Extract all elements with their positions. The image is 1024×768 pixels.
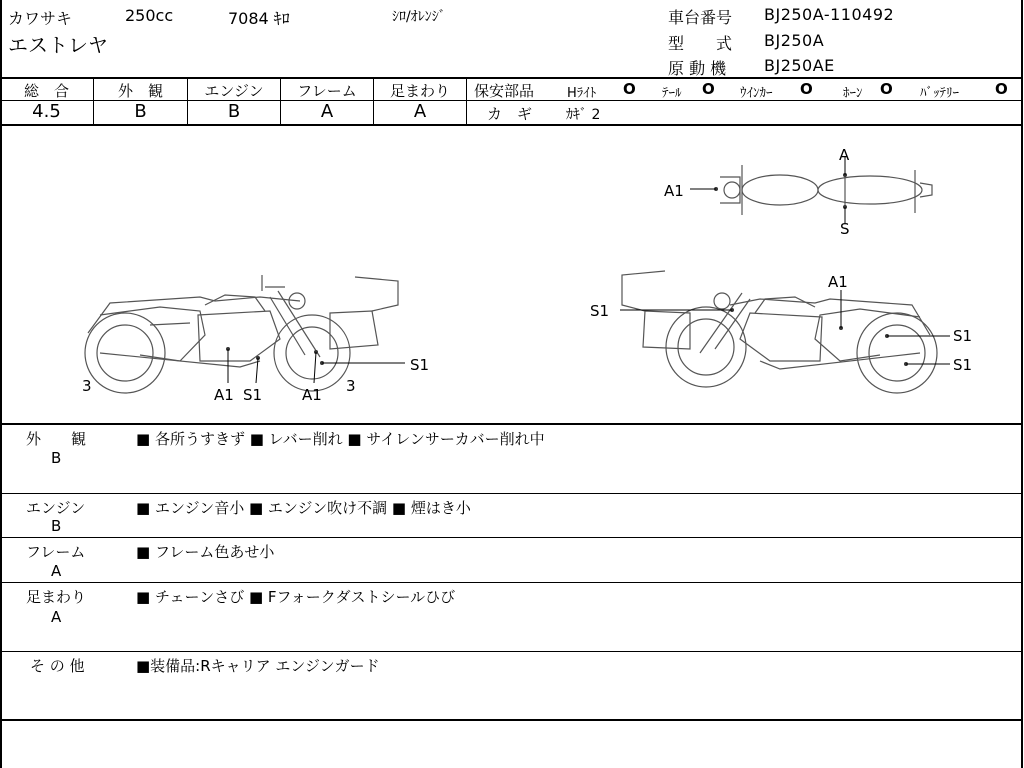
top-label-s: S [840,220,850,238]
diagram-labels [82,146,972,404]
left-label-s1a: S1 [243,386,263,404]
top-label-a1: A1 [664,182,684,200]
bike-right-side-drawing [622,271,937,393]
remark-exterior-text: ■ 各所うすきず ■ レバー削れ ■ サイレンサーカバー削れ中 [136,430,545,448]
engine-grade-label: エンジン [204,82,264,100]
frame-grade-value: A [320,101,334,122]
top-label-a: A [839,146,850,164]
safety-item-tail-status: O [702,80,715,98]
left-label-a1a: A1 [214,386,234,404]
engine-label: 原 動 機 [668,59,727,78]
bike-top-view-drawing [720,165,932,215]
line-remark-1 [0,493,1023,494]
remark-exterior-label: 外 観 [26,430,87,448]
grades-divider-5 [466,78,467,124]
remark-other-text: ■装備品:Rキャリア エンジンガード [136,657,380,675]
model-name: エストレヤ [8,33,108,57]
maker: カワサキ [8,9,73,28]
suspension-grade-label: 足まわり [389,82,450,100]
right-label-a1: A1 [828,273,848,291]
left-label-s1b: S1 [410,356,430,374]
remark-frame-text: ■ フレーム色あせ小 [136,543,275,561]
overall-value: 4.5 [32,101,61,122]
remark-suspension-grade: A [51,608,62,626]
right-label-s1b: S1 [953,327,973,345]
suspension-grade-value: A [413,101,427,122]
safety-item-horn: ﾎｰﾝ [843,86,863,101]
safety-label: 保安部品 [474,82,535,100]
key-label: カ ギ [487,105,533,123]
remark-frame-grade: A [51,562,62,580]
left-label-a1b: A1 [302,386,322,404]
bike-left-side-drawing [85,275,398,393]
line-remark-4 [0,651,1023,652]
damage-markers [226,173,908,366]
body-color: ｼﾛ/ｵﾚﾝｼﾞ [392,9,446,25]
key-value: ｶｷﾞ 2 [566,107,601,123]
engine-value: BJ250AE [764,56,835,75]
remark-frame-label: フレーム [26,543,86,561]
safety-item-tail: ﾃｰﾙ [662,86,682,101]
exterior-value: B [134,101,147,122]
remark-suspension-label: 足まわり [26,588,87,606]
safety-item-battery-status: O [995,80,1008,98]
safety-item-headlight-status: O [623,80,636,98]
line-remark-5 [0,719,1023,721]
frame-no: BJ250A-110492 [764,5,895,24]
remark-engine-label: エンジン [26,499,86,517]
safety-item-winker: ｳｲﾝｶｰ [740,86,773,101]
engine-grade-value: B [227,101,241,122]
remark-exterior-grade: B [51,449,62,467]
type-label: 型 式 [668,34,733,53]
frame-grade-label: フレーム [297,82,357,100]
right-label-s1a: S1 [590,302,610,320]
right-label-s1c: S1 [953,356,973,374]
type-value: BJ250A [764,31,825,50]
remark-engine-text: ■ エンジン音小 ■ エンジン吹け不調 ■ 煙はき小 [136,499,471,517]
line-diagram-bottom [0,423,1023,425]
overall-label: 総 合 [23,82,69,100]
marker-leader-lines [228,157,950,383]
remark-engine-grade: B [51,517,62,535]
left-label-3b: 3 [346,377,356,395]
safety-item-headlight: Hﾗｲﾄ [567,86,597,101]
safety-item-battery: ﾊﾞｯﾃﾘｰ [920,86,959,101]
remark-suspension-text: ■ チェーンさび ■ Fフォークダストシールひび [136,588,456,606]
safety-item-winker-status: O [800,80,813,98]
safety-item-horn-status: O [880,80,893,98]
line-remark-2 [0,537,1023,538]
mileage: 7084 ｷﾛ [228,9,290,28]
left-label-3a: 3 [82,377,92,395]
frame-no-label: 車台番号 [668,8,733,27]
displacement: 250cc [125,6,174,25]
line-header-bottom [0,77,1023,79]
line-remark-3 [0,582,1023,583]
damage-diagram [0,125,1022,423]
exterior-label: 外 観 [117,82,163,100]
remark-other-label: そ の 他 [30,657,85,675]
